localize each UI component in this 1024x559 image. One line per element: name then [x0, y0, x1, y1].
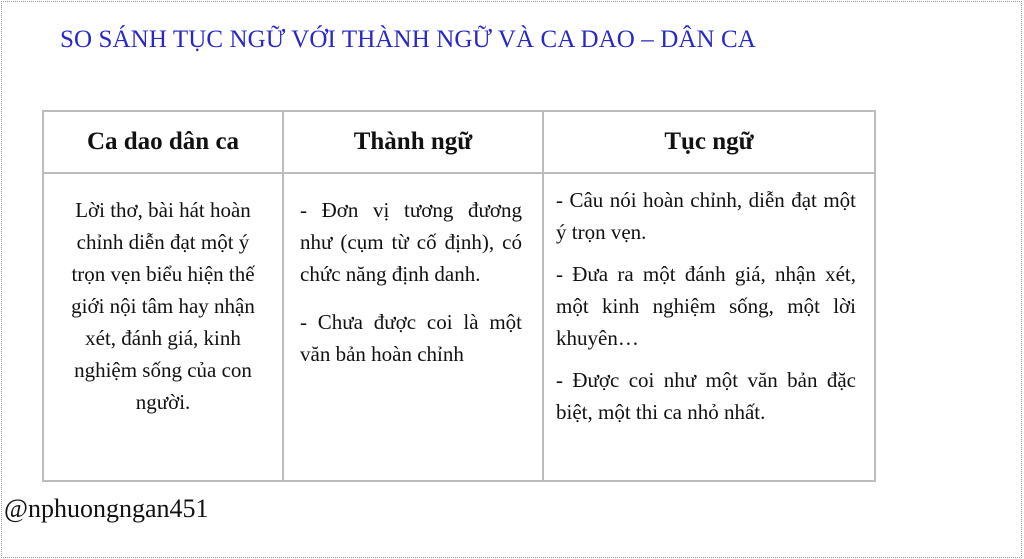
cell-thanh-ngu [283, 173, 543, 481]
header-ca-dao: Ca dao dân ca [43, 111, 283, 173]
thanh-ngu-point: - Chưa được coi là một văn bản hoàn chỉnh [300, 310, 522, 366]
table-header-row [43, 111, 875, 173]
header-tuc-ngu: Tục ngữ [543, 111, 875, 173]
thanh-ngu-point: - Đơn vị tương đương như (cụm từ cố định), có chức năng định danh. [300, 198, 522, 286]
author-watermark: @nphuongngan451 [4, 494, 209, 523]
table-row [43, 173, 875, 481]
tuc-ngu-point: - Được coi như một văn bản đặc biệt, một thi ca nhỏ nhất. [556, 368, 856, 424]
header-thanh-ngu: Thành ngữ [283, 111, 543, 173]
tuc-ngu-point: - Đưa ra một đánh giá, nhận xét, một kinh nghiệm sống, một lời khuyên… [556, 262, 856, 350]
page-title: SO SÁNH TỤC NGỮ VỚI THÀNH NGỮ VÀ CA DAO – DÂN CA [60, 26, 756, 53]
comparison-table [42, 110, 876, 482]
cell-tuc-ngu [543, 173, 875, 481]
cell-ca-dao: Lời thơ, bài hát hoàn chỉnh diễn đạt một ý trọn vẹn biểu hiện thế giới nội tâm hay nhận xét, đánh giá, kinh nghiệm sống của con người. [43, 173, 283, 481]
tuc-ngu-point: - Câu nói hoàn chỉnh, diễn đạt một ý trọn vẹn. [556, 188, 856, 244]
